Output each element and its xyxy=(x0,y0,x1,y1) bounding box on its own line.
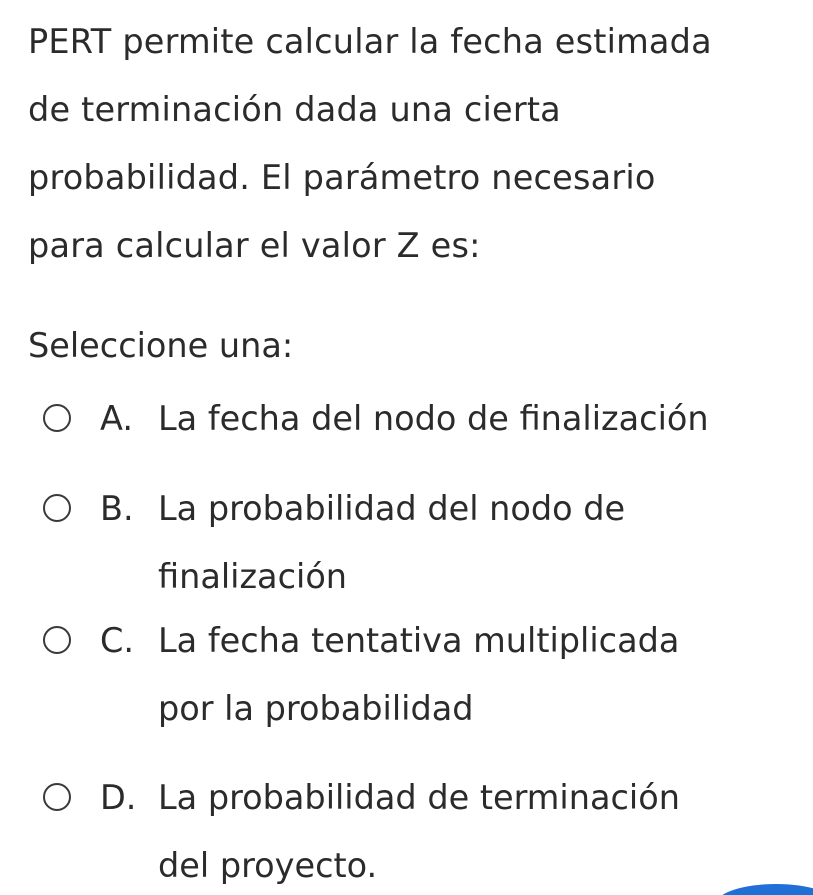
radio-button-b[interactable] xyxy=(43,494,71,522)
option-line: finalización xyxy=(158,557,348,596)
select-prompt: Seleccione una: xyxy=(28,326,294,365)
option-letter: D. xyxy=(100,778,137,817)
question-line: para calcular el valor Z es: xyxy=(28,226,481,265)
option-letter: A. xyxy=(100,399,133,438)
option-letter: C. xyxy=(100,621,135,660)
option-line: La fecha tentativa multiplicada xyxy=(158,621,680,660)
question-line: PERT permite calcular la fecha estimada xyxy=(28,22,712,61)
option-line: por la probabilidad xyxy=(158,689,474,728)
radio-button-c[interactable] xyxy=(43,626,71,654)
option-line: La probabilidad de terminación xyxy=(158,778,680,817)
option-text xyxy=(158,607,798,743)
option-text xyxy=(158,385,798,453)
option-text xyxy=(158,475,798,611)
radio-button-d[interactable] xyxy=(43,783,71,811)
option-line: La fecha del nodo de finalización xyxy=(158,399,709,438)
radio-button-a[interactable] xyxy=(43,404,71,432)
option-line: La probabilidad del nodo de xyxy=(158,489,626,528)
option-letter: B. xyxy=(100,489,134,528)
option-line: del proyecto. xyxy=(158,846,378,885)
question-line: probabilidad. El parámetro necesario xyxy=(28,158,656,197)
question-line: de terminación dada una cierta xyxy=(28,90,561,129)
option-text xyxy=(158,764,798,895)
